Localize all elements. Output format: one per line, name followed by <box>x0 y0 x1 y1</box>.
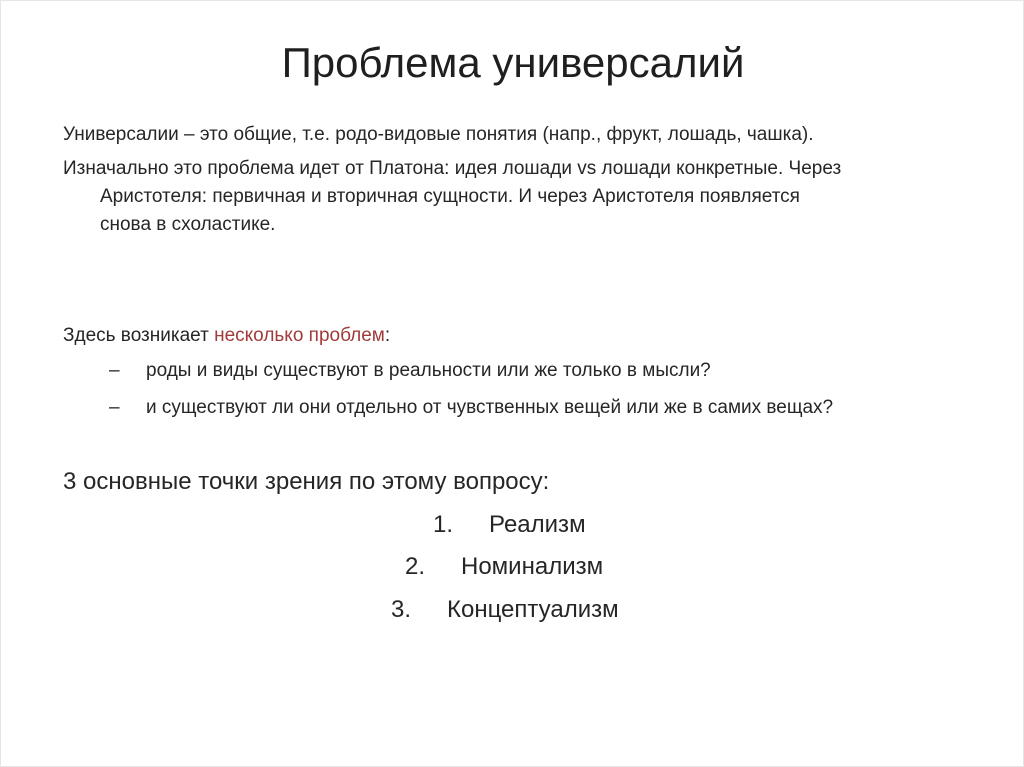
view-item-number: 3. <box>391 596 412 623</box>
view-item-text: Концептуализм <box>447 596 619 623</box>
problem-item-text: и существуют ли они отдельно от чувственных вещей или же в самих вещах? <box>146 397 834 418</box>
dash-bullet: – <box>109 360 120 381</box>
problems-colon: : <box>384 325 391 346</box>
view-item-number: 1. <box>433 511 454 538</box>
view-item-number: 2. <box>405 553 426 580</box>
problems-lead <box>63 322 390 350</box>
view-item-realism <box>433 509 586 541</box>
origin-line-1: Изначально это проблема идет от Платона: идея лошади vs лошади конкретные. Через <box>63 158 842 179</box>
definition-paragraph: Универсалии – это общие, т.е. родо-видовые понятия (напр., фрукт, лошадь, чашка). <box>63 124 814 145</box>
problem-item-text: роды и виды существуют в реальности или же только в мысли? <box>146 360 711 381</box>
slide-title: Проблема универсалий <box>281 39 745 86</box>
views-heading: 3 основные точки зрения по этому вопросу: <box>63 468 550 495</box>
origin-line-3: снова в схоластике. <box>100 214 276 235</box>
dash-bullet: – <box>109 397 120 418</box>
problem-item <box>109 394 833 422</box>
problem-item <box>109 357 711 385</box>
view-item-nominalism <box>405 551 603 583</box>
view-item-text: Номинализм <box>461 553 604 580</box>
origin-paragraph <box>63 155 963 239</box>
problems-accent-text: несколько проблем <box>214 325 385 346</box>
view-item-text: Реализм <box>489 511 586 538</box>
origin-line-2: Аристотеля: первичная и вторичная сущности. И через Аристотеля появляется <box>100 186 800 207</box>
view-item-conceptualism <box>391 594 619 626</box>
problems-lead-text: Здесь возникает <box>63 325 215 346</box>
